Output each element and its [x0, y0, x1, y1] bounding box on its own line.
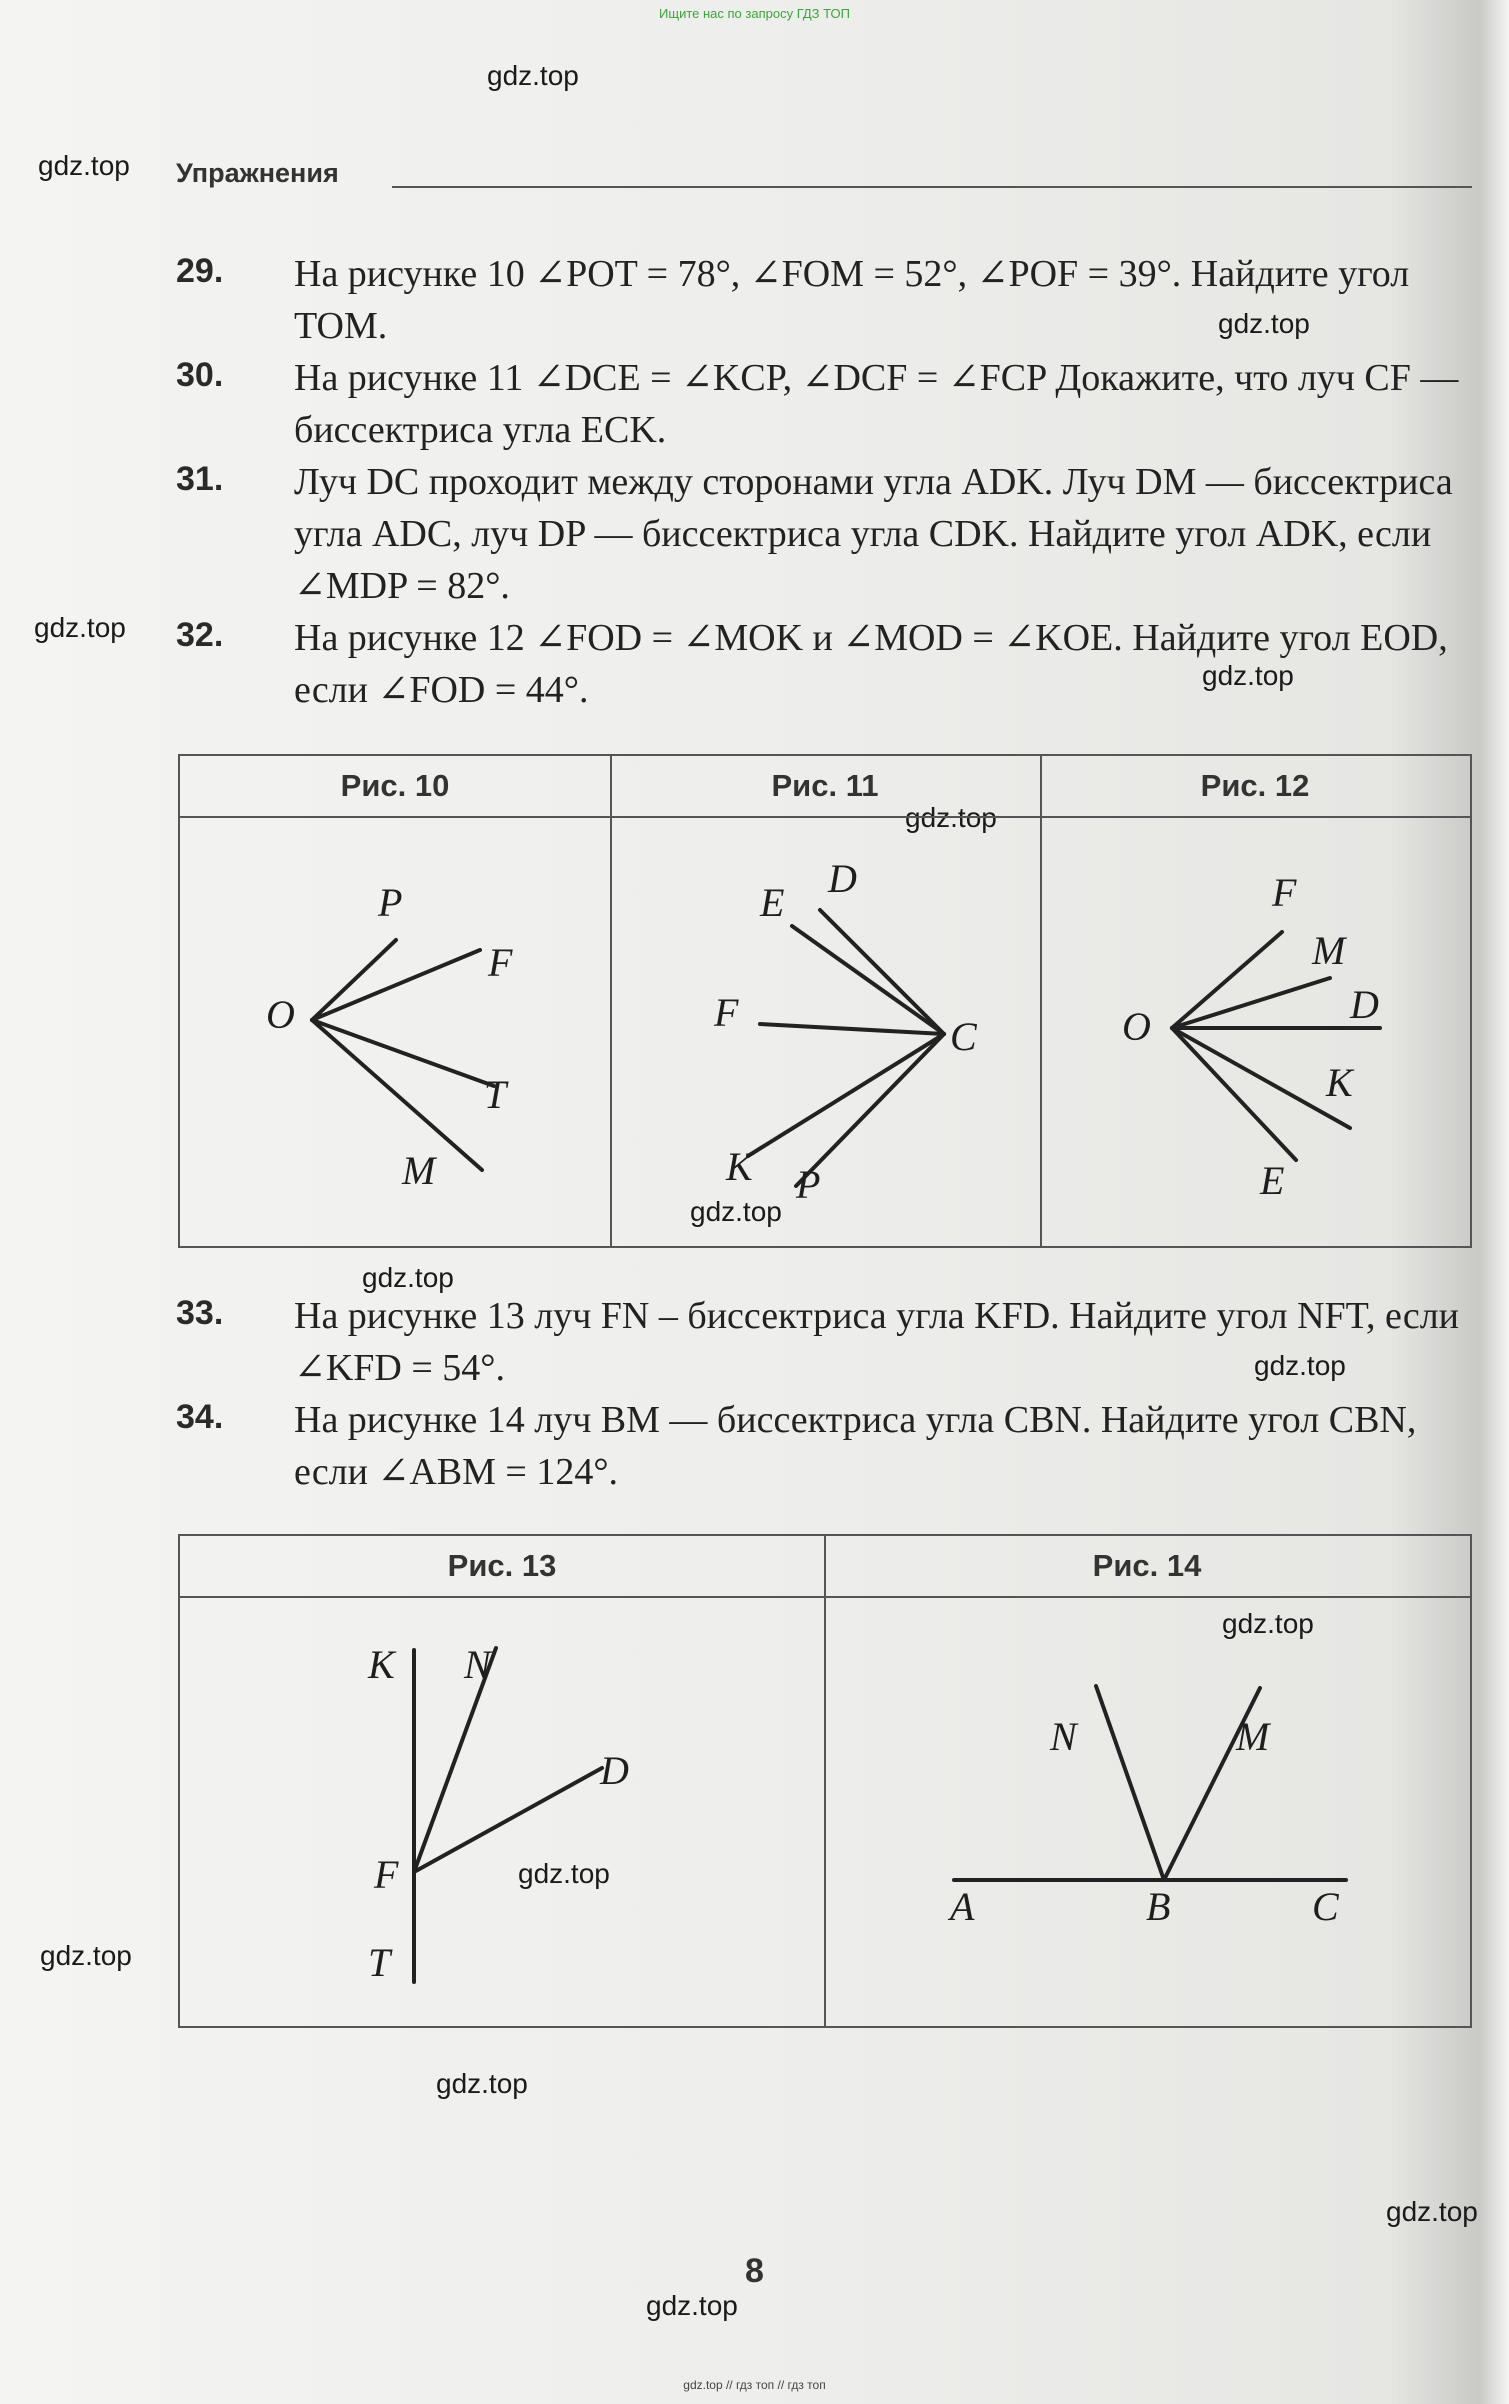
watermark: gdz.top [518, 1858, 610, 1889]
figure-title: Рис. 12 [1040, 756, 1470, 818]
label-K: K [726, 1144, 753, 1189]
figure-title: Рис. 11 [610, 756, 1040, 818]
watermark: gdz.top [34, 612, 126, 643]
label-C: C [950, 1014, 977, 1059]
exercise-text: На рисунке 14 луч BM — биссектриса угла CBN. Найдите угол CBN, если ∠ABM = 124°. [294, 1399, 1417, 1493]
top-banner: Ищите нас по запросу ГДЗ ТОП [659, 6, 850, 21]
exercise-text: На рисунке 12 ∠FOD = ∠MOK и ∠MOD = ∠KOE. Найдите угол EOD, если ∠FOD = 44°. [294, 617, 1448, 711]
label-F: F [374, 1852, 399, 1897]
label-E: E [760, 880, 785, 925]
section-rule [392, 186, 1472, 188]
exercise-text: На рисунке 13 луч FN – биссектриса угла KFD. Найдите угол NFT, если ∠KFD = 54°. [294, 1295, 1460, 1389]
label-T: T [368, 1940, 391, 1985]
figure-10-drawing [180, 756, 610, 1246]
label-P: P [796, 1162, 821, 1207]
label-D: D [600, 1748, 629, 1793]
label-P: P [378, 880, 403, 925]
label-T: T [484, 1072, 507, 1117]
page-number: 8 [745, 2252, 764, 2290]
watermark: gdz.top [905, 802, 997, 833]
label-E: E [1260, 1158, 1285, 1203]
figure-title: Рис. 14 [824, 1536, 1470, 1598]
figure-title: Рис. 13 [180, 1536, 824, 1598]
label-K: K [368, 1642, 395, 1687]
label-F: F [488, 940, 513, 985]
label-F: F [714, 990, 739, 1035]
label-M: M [1236, 1714, 1270, 1759]
watermark: gdz.top [40, 1940, 132, 1971]
exercise-number: 33. [176, 1294, 224, 1332]
exercise-number: 34. [176, 1398, 224, 1436]
watermark: gdz.top [436, 2068, 528, 2099]
exercise-number: 32. [176, 616, 224, 654]
label-D: D [828, 856, 857, 901]
figure-10 [180, 756, 612, 1246]
exercise-number: 30. [176, 356, 224, 394]
watermark: gdz.top [1202, 660, 1294, 691]
figure-13 [180, 1536, 826, 2026]
watermark: gdz.top [362, 1262, 454, 1293]
watermark: gdz.top [1222, 1608, 1314, 1639]
figure-11 [610, 756, 1042, 1246]
label-M: M [402, 1148, 436, 1193]
exercise-number: 31. [176, 460, 224, 498]
watermark: gdz.top [690, 1196, 782, 1227]
label-K: K [1326, 1060, 1353, 1105]
watermark: gdz.top [646, 2290, 738, 2321]
label-F: F [1272, 870, 1297, 915]
watermark: gdz.top [1254, 1350, 1346, 1381]
exercise-text: Луч DC проходит между сторонами угла ADK. Луч DM — биссектриса угла ADC, луч DP — биссектриса угла CDK. Найдите угол ADK, если ∠MDP = 82°. [294, 461, 1453, 607]
label-B: B [1146, 1884, 1171, 1929]
figure-title: Рис. 10 [180, 756, 610, 818]
watermark: gdz.top [1386, 2196, 1478, 2227]
label-M: M [1312, 928, 1346, 973]
watermark: gdz.top [487, 60, 579, 91]
watermark: gdz.top [1218, 308, 1310, 339]
figure-12-drawing [1040, 756, 1470, 1246]
label-O: O [266, 992, 295, 1037]
watermark: gdz.top [38, 150, 130, 181]
label-C: C [1312, 1884, 1339, 1929]
label-N: N [1050, 1714, 1077, 1759]
figure-14-drawing [824, 1536, 1470, 2026]
exercise-text: На рисунке 11 ∠DCE = ∠KCP, ∠DCF = ∠FCP Докажите, что луч CF — биссектриса угла ECK. [294, 357, 1459, 451]
figure-14 [824, 1536, 1470, 2026]
figure-11-drawing [610, 756, 1040, 1246]
label-N: N [464, 1642, 491, 1687]
footer: gdz.top // гдз топ // гдз топ [683, 2378, 826, 2392]
label-D: D [1350, 982, 1379, 1027]
label-A: A [950, 1884, 975, 1929]
figure-table-1 [178, 754, 1472, 1248]
section-title: Упражнения [176, 158, 339, 188]
exercise-text: На рисунке 10 ∠POT = 78°, ∠FOM = 52°, ∠POF = 39°. Найдите угол TOM. [294, 253, 1410, 347]
figure-12 [1040, 756, 1470, 1246]
label-O: O [1122, 1004, 1151, 1049]
figure-13-drawing [180, 1536, 824, 2026]
figure-table-2 [178, 1534, 1472, 2028]
exercise-number: 29. [176, 252, 224, 290]
